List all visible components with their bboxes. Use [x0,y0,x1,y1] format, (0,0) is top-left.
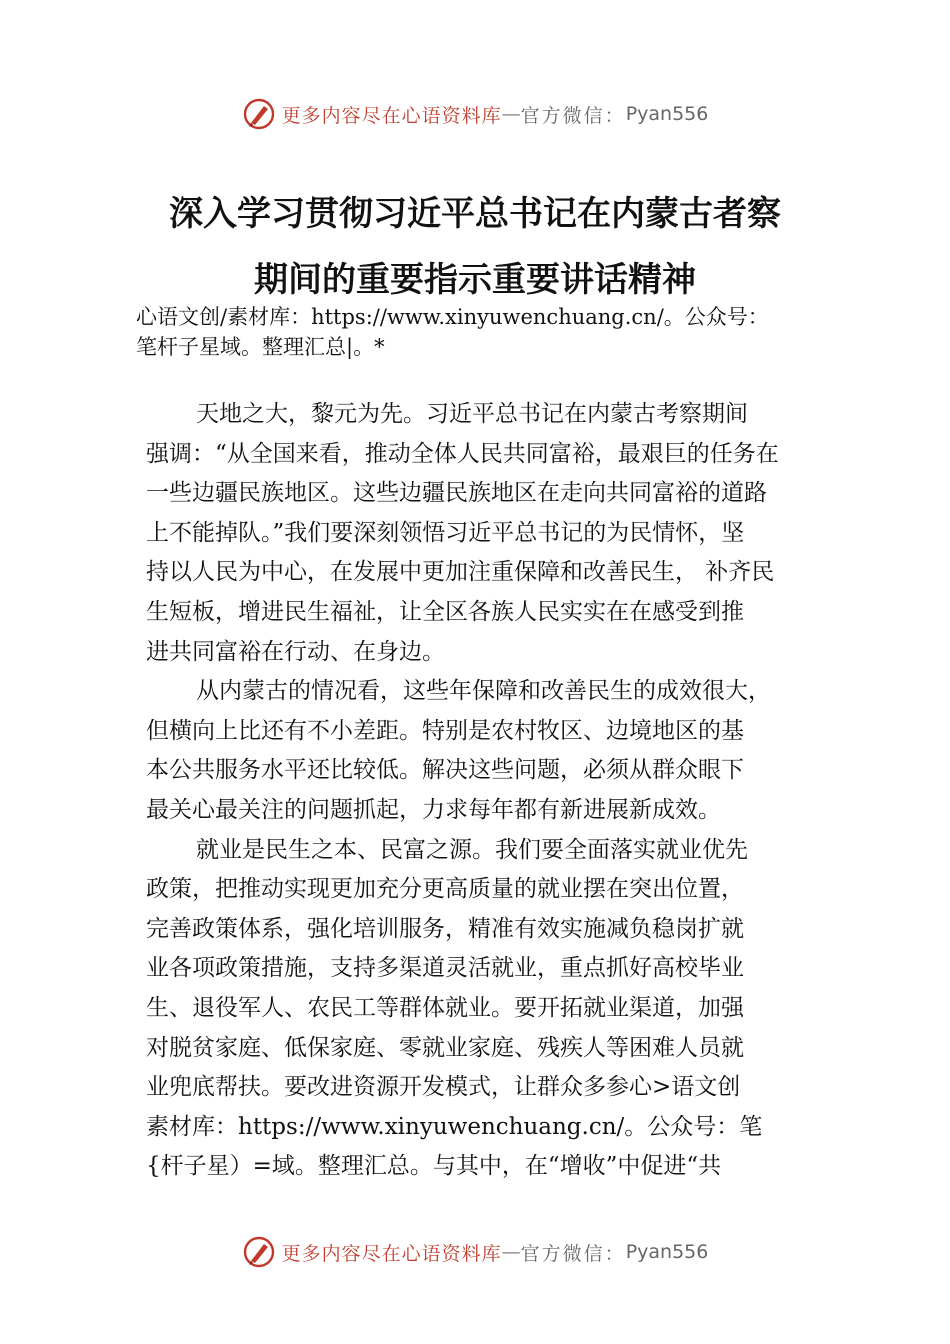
body-line: 强调：“从全国来看，推动全体人民共同富裕，最艰巨的任务在 [146,440,779,467]
source-attribution [136,302,856,362]
banner-text: 更多内容尽在心语资料库 [281,104,502,127]
source-line-1: 心语文创/素材库：https://www.xinyuwenchuang.cn/。公众号： [136,305,769,329]
body-line: {杆子星）=域。整理汇总。与其中，在“增收”中促进“共 [146,1153,722,1180]
header-banner [0,94,950,134]
body-line: 上不能掉队。”我们要深刻领悟习近平总书记的为民情怀，坚 [146,519,745,546]
body-line: 业各项政策措施，支持多渠道灵活就业，重点抓好高校毕业 [146,955,744,982]
body-line: 天地之大，黎元为先。习近平总书记在内蒙古考察期间 [196,401,748,427]
body-line: 就业是民生之本、民富之源。我们要全面落实就业优先 [196,836,748,863]
body-line: 本公共服务水平还比较低。解决这些问题，必须从群众眼下 [146,757,744,784]
banner-text: 更多内容尽在心语资料库 [281,1242,502,1265]
body-line: 最关心最关注的问题抓起，力求每年都有新进展新成效。 [146,796,721,823]
banner-wechat-id: Pyan556 [625,103,709,125]
quill-pen-logo-icon [242,97,276,131]
body-line: 生、退役军人、农民工等群体就业。要开拓就业渠道，加强 [146,994,744,1021]
source-line-2: 笔杆子星域。整理汇总|。* [136,335,385,359]
document-body [146,395,826,1187]
banner-separator: — [501,103,521,125]
document-title-line-1: 深入学习贯彻习近平总书记在内蒙古者察 [169,194,781,234]
body-line: 进共同富裕在行动、在身边。 [146,638,445,665]
body-line: 业兜底帮扶。要改进资源开发模式，让群众多参心>语文创 [146,1074,741,1101]
body-line: 生短板，增进民生福祉，让全区各族人民实实在在感受到推 [146,598,744,625]
body-line: 持以人民为中心，在发展中更加注重保障和改善民生， 补齐民 [146,559,775,586]
footer-banner [0,1232,950,1272]
banner-separator: — [501,1241,521,1263]
body-line: 但横向上比还有不小差距。特别是农村牧区、边境地区的基 [146,717,744,744]
body-line: 政策，把推动实现更加充分更高质量的就业摆在突出位置， [146,876,744,903]
document-title-line-2: 期间的重要指示重要讲话精神 [254,260,696,300]
quill-pen-logo-icon [242,1235,276,1269]
banner-wechat-label: 官方微信： [520,1242,626,1265]
body-line: 素材库：https://www.xinyuwenchuang.cn/。公众号：笔 [146,1113,763,1140]
body-line: 从内蒙古的情况看，这些年保障和改善民生的成效很大， [196,678,771,705]
body-line: 对脱贫家庭、低保家庭、零就业家庭、残疾人等困难人员就 [146,1034,744,1061]
banner-wechat-id: Pyan556 [625,1241,709,1263]
body-line: 完善政策体系，强化培训服务，精准有效实施减负稳岗扩就 [146,915,744,942]
body-line: 一些边疆民族地区。这些边疆民族地区在走向共同富裕的道路 [146,480,767,507]
banner-wechat-label: 官方微信： [520,104,626,127]
